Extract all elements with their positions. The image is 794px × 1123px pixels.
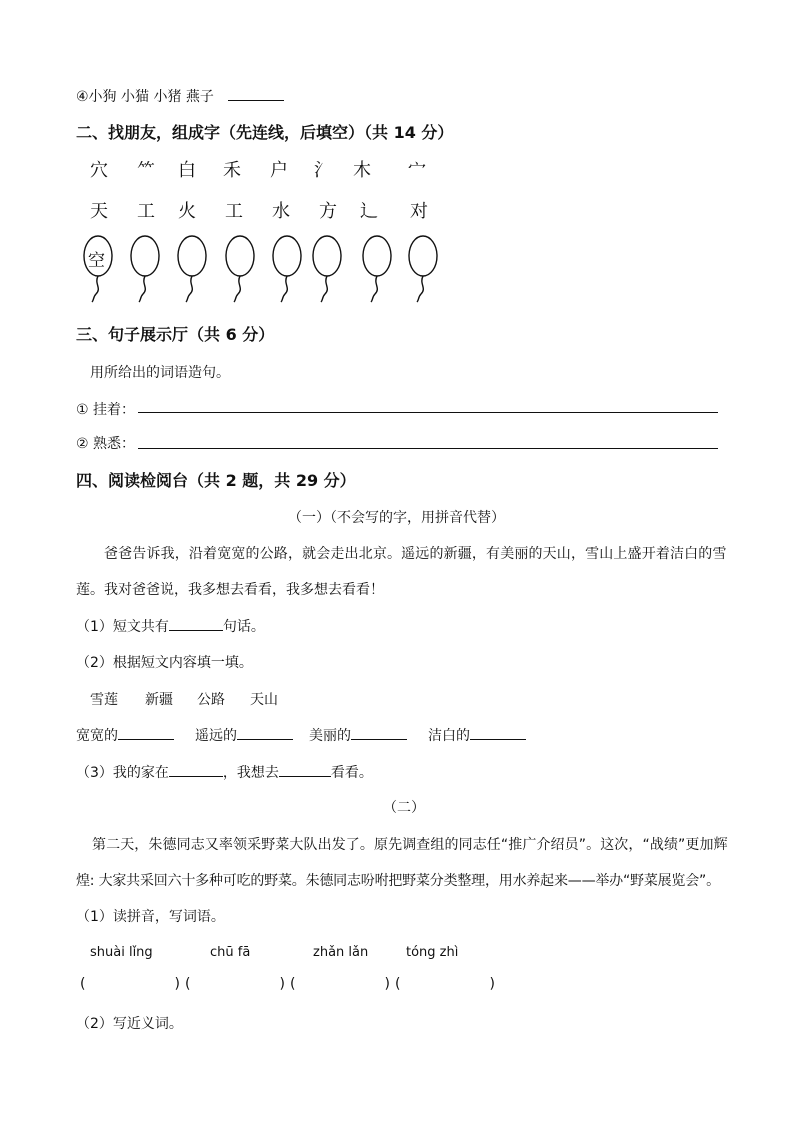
balloon-icon[interactable] <box>363 236 391 302</box>
passage-2-line-1: 第二天，朱德同志又率领采野菜大队出发了。原先调查组的同志任“推广介绍员”。这次，“战绩”更加辉 <box>92 837 728 853</box>
radical-char[interactable]: 禾 <box>223 160 241 181</box>
question-1-3 <box>76 762 373 782</box>
component-char[interactable]: 辶 <box>360 201 378 222</box>
question-1-3-a: （3）我的家在 <box>76 765 169 781</box>
question-2-1: （1）读拼音，写词语。 <box>76 909 225 925</box>
fill-item <box>195 725 293 745</box>
passage-1-line-1: 爸爸告诉我，沿着宽宽的公路，就会走出北京。遥远的新疆，有美丽的天山，雪山上盛开着洁白的雪 <box>104 546 727 562</box>
section3-heading: 三、句子展示厅（共 6 分） <box>76 325 275 344</box>
answer-blank[interactable] <box>169 630 223 631</box>
word-bank-item: 雪莲 <box>90 692 118 708</box>
answer-bracket-box[interactable]: ( ) <box>80 976 180 992</box>
sentence-item-2-label: ② 熟悉： <box>76 436 136 452</box>
passage-2-line-2: 煌: 大家共采回六十多种可吃的野菜。朱德同志吩咐把野菜分类整理，用水养起来——举办“野菜展览会”。 <box>76 873 720 889</box>
radical-char[interactable]: 木 <box>353 160 371 181</box>
question-1-1-post: 句话。 <box>222 619 265 635</box>
word-bank-item: 新疆 <box>145 692 173 708</box>
answer-bracket-box[interactable]: ( ) <box>395 976 495 992</box>
balloon-filled-char: 空 <box>88 251 105 271</box>
balloon-icon[interactable] <box>313 236 341 302</box>
balloon-icon[interactable] <box>273 236 301 302</box>
item-4-text: ④小狗 小猫 小猪 燕子 <box>76 89 214 105</box>
answer-bracket-box[interactable]: ( ) <box>290 976 390 992</box>
radical-char[interactable]: 户 <box>270 160 288 181</box>
balloon-row <box>76 232 446 304</box>
component-char[interactable]: 方 <box>319 201 337 222</box>
fill-label: 美丽的 <box>309 728 351 744</box>
fill-label: 遥远的 <box>195 728 237 744</box>
balloon-icon[interactable] <box>226 236 254 302</box>
section3-instruction: 用所给出的词语造句。 <box>90 365 230 381</box>
answer-blank[interactable] <box>169 776 223 777</box>
section4-heading: 四、阅读检阅台（共 2 题，共 29 分） <box>76 471 356 490</box>
fill-label: 宽宽的 <box>76 728 118 744</box>
radical-char[interactable]: ⺮ <box>137 160 155 181</box>
word-bank-item: 天山 <box>250 692 278 708</box>
word-bank-item: 公路 <box>197 692 225 708</box>
balloon-icon[interactable] <box>409 236 437 302</box>
answer-bracket-box[interactable]: ( ) <box>185 976 285 992</box>
question-2-2: （2）写近义词。 <box>76 1016 183 1032</box>
radical-char[interactable]: 穴 <box>90 160 108 181</box>
component-char[interactable]: 火 <box>178 201 196 222</box>
fill-item <box>309 725 407 745</box>
component-char[interactable]: 工 <box>137 201 155 222</box>
section2-heading: 二、找朋友，组成字（先连线，后填空）（共 14 分） <box>76 123 454 142</box>
question-1-3-c: 看看。 <box>330 765 373 781</box>
balloon-icon[interactable] <box>131 236 159 302</box>
fill-label: 洁白的 <box>428 728 470 744</box>
radical-char[interactable]: 白 <box>178 160 196 181</box>
component-char[interactable]: 水 <box>272 201 290 222</box>
fill-item <box>76 725 174 745</box>
question-1-1-pre: （1）短文共有 <box>76 619 169 635</box>
pinyin-item: chū fā <box>210 945 251 960</box>
fill-item <box>428 725 526 745</box>
answer-blank[interactable] <box>351 739 407 740</box>
answer-blank[interactable] <box>228 100 284 101</box>
pinyin-item: tóng zhì <box>406 945 459 960</box>
question-1-1 <box>76 616 265 636</box>
balloon-icon[interactable] <box>178 236 206 302</box>
passage-2-title: （二） <box>383 800 425 816</box>
question-1-2: （2）根据短文内容填一填。 <box>76 655 253 671</box>
component-char[interactable]: 工 <box>225 201 243 222</box>
component-char[interactable]: 天 <box>90 201 108 222</box>
pinyin-item: shuài lǐng <box>90 945 153 960</box>
answer-blank[interactable] <box>279 776 331 777</box>
component-char[interactable]: 对 <box>410 201 428 222</box>
answer-blank[interactable] <box>237 739 293 740</box>
passage-1-title: （一）（不会写的字，用拼音代替） <box>288 510 505 526</box>
item-4 <box>76 86 284 106</box>
pinyin-item: zhǎn lǎn <box>313 945 369 960</box>
sentence-item-1-label: ① 挂着： <box>76 402 136 418</box>
radical-char[interactable]: 宀 <box>408 160 426 181</box>
passage-1-line-2: 莲。我对爸爸说，我多想去看看，我多想去看看！ <box>76 582 384 598</box>
sentence-answer-line-2[interactable] <box>138 448 718 449</box>
answer-blank[interactable] <box>470 739 526 740</box>
question-1-3-b: ，我想去 <box>222 765 279 781</box>
answer-blank[interactable] <box>118 739 174 740</box>
sentence-answer-line-1[interactable] <box>138 412 718 413</box>
radical-char[interactable]: 氵 <box>314 160 332 181</box>
